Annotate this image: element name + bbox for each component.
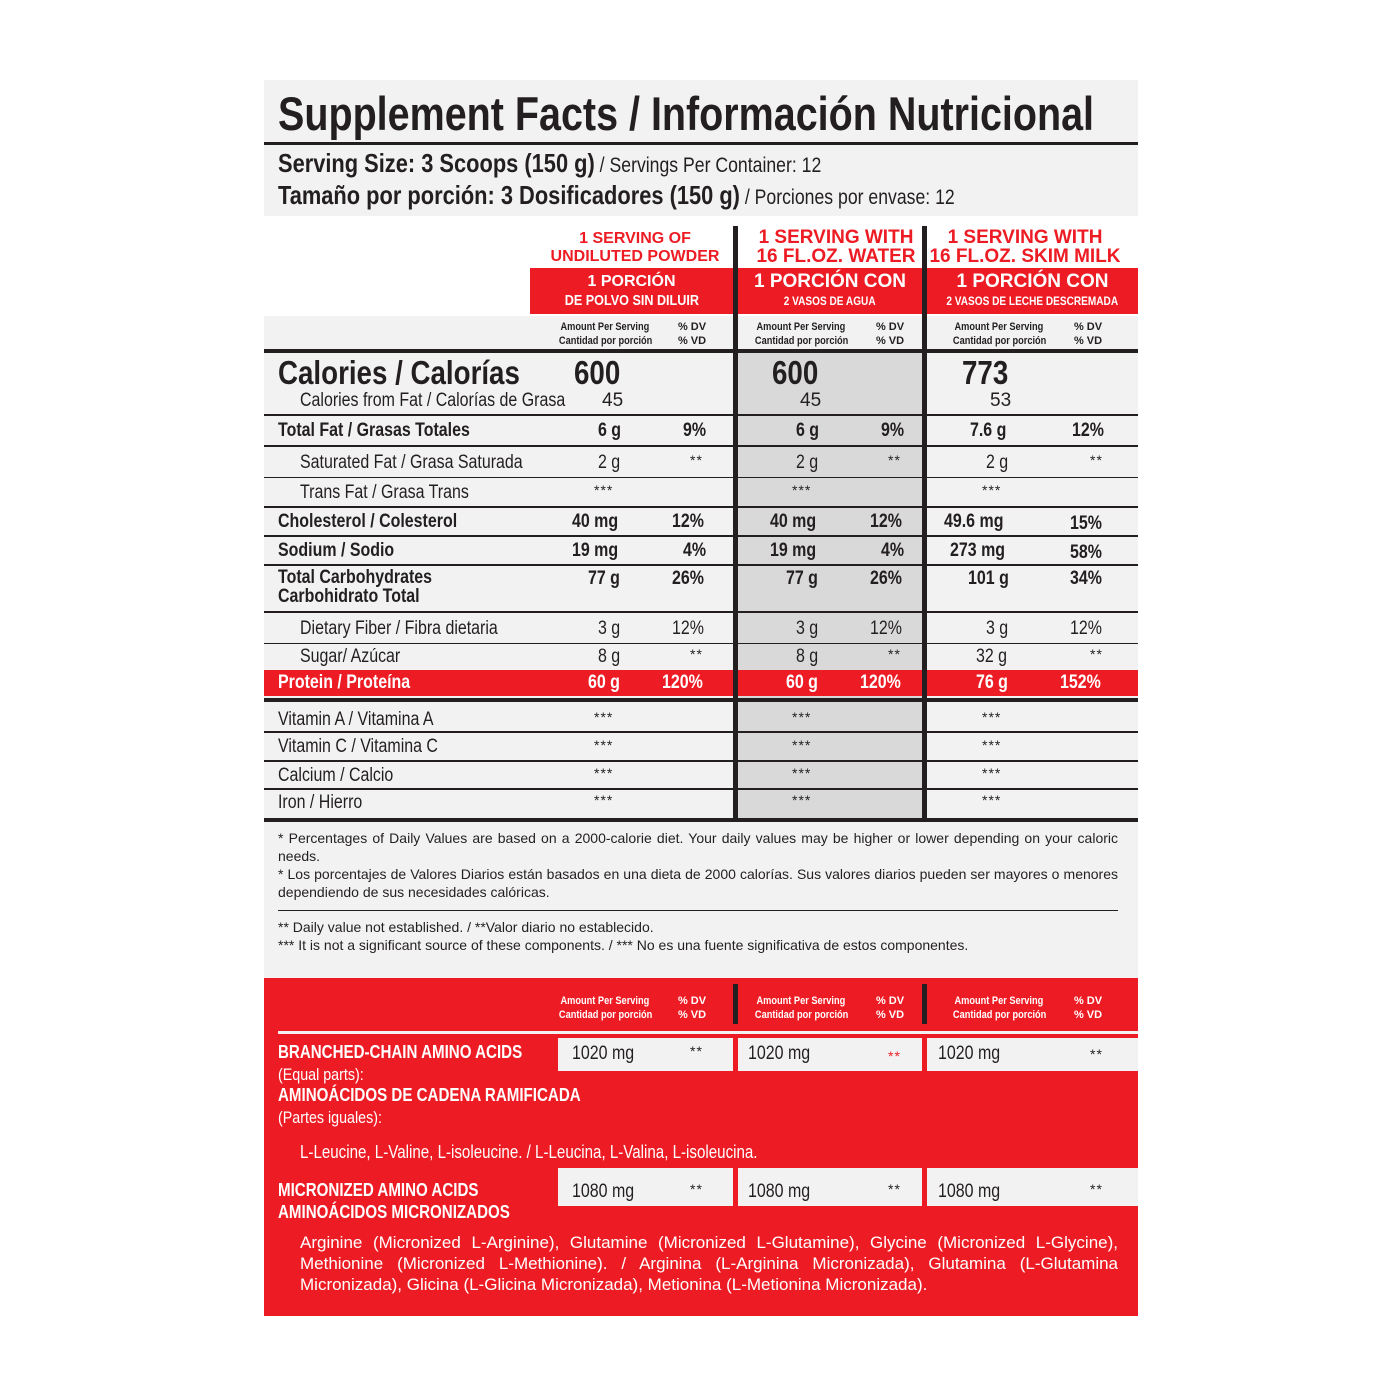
carbs-dv2: 26%: [870, 568, 902, 589]
footnote-dv-es: * Los porcentajes de Valores Diarios están basados en una dieta de 2000 calorías. Sus valores diarios pueden ser mayores o menores dependiendo de sus necesidades calóricas.: [278, 866, 1118, 900]
footnote-not-established: ** Daily value not established. / **Valor diario no establecido.: [278, 919, 654, 935]
row-divider: [264, 611, 1138, 613]
footnote-divider: [278, 910, 1118, 911]
sugar-col1: 8 g: [598, 646, 621, 667]
trans-fat-col1: ***: [594, 482, 614, 498]
sugar-dv2: **: [888, 646, 901, 662]
fiber-col1: 3 g: [598, 618, 621, 639]
sodium-col1: 19 mg: [572, 540, 619, 561]
calories-col3: 773: [962, 354, 1009, 391]
total-fat-col1: 6 g: [598, 420, 622, 441]
page-title: Supplement Facts / Información Nutricional: [278, 87, 1095, 140]
sodium-dv1: 4%: [683, 540, 707, 561]
amino-col3-dv-header: % DV % VD: [1073, 995, 1103, 1021]
calcium-col1: ***: [594, 765, 614, 781]
vitamin-a-col3: ***: [982, 709, 1002, 725]
vitamin-c-col2: ***: [792, 737, 812, 753]
amino-col2-dv-header: % DV % VD: [875, 995, 905, 1021]
cholesterol-label: Cholesterol / Colesterol: [278, 511, 458, 532]
amino-col1-amount-header: Amount Per Serving Cantidad por porción: [558, 995, 653, 1021]
bcaa-col3: 1020 mg: [938, 1043, 1001, 1064]
row-divider: [264, 414, 1138, 416]
trans-fat-label: Trans Fat / Grasa Trans: [300, 482, 469, 503]
bcaa-col2: 1020 mg: [748, 1043, 811, 1064]
protein-col2: 60 g: [786, 672, 818, 693]
sat-fat-dv3: **: [1090, 452, 1103, 468]
col2-amount-header: Amount Per Serving Cantidad por porción: [754, 321, 849, 347]
sat-fat-col1: 2 g: [598, 452, 621, 473]
col1-dv-header: % DV % VD: [677, 321, 707, 347]
sugar-dv3: **: [1090, 646, 1103, 662]
row-divider: [264, 760, 1138, 762]
calcium-col3: ***: [982, 765, 1002, 781]
sat-fat-dv1: **: [690, 452, 703, 468]
serving-size-es: Tamaño por porción: 3 Dosificadores (150 g) / Porciones por envase: 12: [278, 180, 955, 210]
iron-label: Iron / Hierro: [278, 792, 363, 813]
row-divider: [264, 445, 1138, 447]
amino-divider-2: [922, 984, 927, 1024]
sugar-col2: 8 g: [796, 646, 819, 667]
fiber-dv3: 12%: [1070, 618, 1102, 639]
amino-header-divider: [278, 1031, 1138, 1034]
amino-col2-amount-header: Amount Per Serving Cantidad por porción: [754, 995, 849, 1021]
sat-fat-label: Saturated Fat / Grasa Saturada: [300, 452, 523, 473]
trans-fat-col3: ***: [982, 482, 1002, 498]
carbs-col3: 101 g: [968, 568, 1009, 589]
protein-dv2: 120%: [860, 672, 901, 693]
vitamin-c-col3: ***: [982, 737, 1002, 753]
trans-fat-col2: ***: [792, 482, 812, 498]
micronized-sep-2: [922, 1168, 927, 1206]
total-fat-col3: 7.6 g: [970, 420, 1007, 441]
micronized-col1: 1080 mg: [572, 1181, 635, 1202]
row-divider: [264, 643, 1138, 644]
amino-divider-1: [733, 984, 738, 1024]
col1-amount-header: Amount Per Serving Cantidad por porción: [558, 321, 653, 347]
calcium-label: Calcium / Calcio: [278, 765, 394, 786]
row-divider: [264, 788, 1138, 790]
protein-dv1: 120%: [662, 672, 703, 693]
bcaa-ingredients: L-Leucine, L-Valine, L-isoleucine. / L-Leucina, L-Valina, L-isoleucina.: [300, 1142, 758, 1162]
vitamin-a-label: Vitamin A / Vitamina A: [278, 709, 434, 730]
cholesterol-dv3: 15%: [1070, 513, 1102, 534]
sugar-dv1: **: [690, 646, 703, 662]
total-fat-dv1: 9%: [683, 420, 707, 441]
col1-header-en: 1 SERVING OF UNDILUTED POWDER: [550, 230, 720, 265]
vitamin-a-col2: ***: [792, 709, 812, 725]
protein-col3: 76 g: [976, 672, 1008, 693]
bcaa-sub-es: (Partes iguales):: [278, 1108, 382, 1127]
micronized-dv1: **: [690, 1181, 703, 1197]
fiber-col3: 3 g: [986, 618, 1009, 639]
fiber-col2: 3 g: [796, 618, 819, 639]
calcium-col2: ***: [792, 765, 812, 781]
calories-fat-col2: 45: [800, 390, 822, 411]
total-fat-col2: 6 g: [796, 420, 820, 441]
col2-header-en: 1 SERVING WITH 16 FL.OZ. WATER: [756, 227, 916, 267]
row-divider: [264, 698, 1138, 702]
total-fat-dv2: 9%: [881, 420, 905, 441]
col3-header-es: 1 PORCIÓN CON 2 VASOS DE LECHE DESCREMADA: [927, 268, 1138, 314]
bcaa-sub-en: (Equal parts):: [278, 1065, 364, 1084]
total-fat-dv3: 12%: [1072, 420, 1104, 441]
bcaa-dv3: **: [1090, 1046, 1103, 1062]
cholesterol-col1: 40 mg: [572, 511, 619, 532]
cholesterol-dv1: 12%: [672, 511, 704, 532]
micronized-title-en: MICRONIZED AMINO ACIDS: [278, 1180, 479, 1200]
vitamin-c-label: Vitamin C / Vitamina C: [278, 736, 438, 757]
iron-col3: ***: [982, 792, 1002, 808]
calories-col2: 600: [772, 354, 819, 391]
micronized-dv3: **: [1090, 1181, 1103, 1197]
micronized-sep-1: [733, 1168, 738, 1206]
calories-label: Calories / Calorías: [278, 354, 520, 391]
cholesterol-col2: 40 mg: [770, 511, 817, 532]
cholesterol-dv2: 12%: [870, 511, 902, 532]
carbs-dv3: 34%: [1070, 568, 1102, 589]
amino-col1-dv-header: % DV % VD: [677, 995, 707, 1021]
calories-fat-col1: 45: [602, 390, 624, 411]
bcaa-col1: 1020 mg: [572, 1043, 635, 1064]
bcaa-dv1: **: [690, 1043, 703, 1059]
bcaa-dv2: **: [888, 1048, 901, 1064]
footnote-dv-en: * Percentages of Daily Values are based on a 2000-calorie diet. Your daily values may be higher or lower depending on your caloric needs.: [278, 830, 1118, 864]
protein-label: Protein / Proteína: [278, 672, 411, 693]
sugar-label: Sugar/ Azúcar: [300, 646, 401, 667]
row-divider: [264, 818, 1138, 822]
carbs-col2: 77 g: [786, 568, 818, 589]
sodium-dv3: 58%: [1070, 542, 1102, 563]
sat-fat-col2: 2 g: [796, 452, 819, 473]
sat-fat-dv2: **: [888, 452, 901, 468]
sodium-col2: 19 mg: [770, 540, 817, 561]
micronized-col3: 1080 mg: [938, 1181, 1001, 1202]
micronized-ingredients: Arginine (Micronized L-Arginine), Glutamine (Micronized L-Glutamine), Glycine (Micronized L-Glycine), Methionine (Micronized L-Methionine). / Arginina (L-Arginina Micronizada), Glutamina (L-Glutamina Micronizada), Glicina (L-Glicina Micronizada), Metionina (L-Metionina Micronizada).: [300, 1233, 1118, 1294]
col3-header-en: 1 SERVING WITH 16 FL.OZ. SKIM MILK: [929, 227, 1121, 267]
col1-header-es: 1 PORCIÓN DE POLVO SIN DILUIR: [530, 268, 733, 314]
total-fat-label: Total Fat / Grasas Totales: [278, 420, 470, 441]
iron-col2: ***: [792, 792, 812, 808]
calories-col1: 600: [574, 354, 621, 391]
vitamin-a-col1: ***: [594, 709, 614, 725]
fiber-dv1: 12%: [672, 618, 704, 639]
protein-col1: 60 g: [588, 672, 620, 693]
bcaa-title-es: AMINOÁCIDOS DE CADENA RAMIFICADA: [278, 1085, 581, 1105]
row-divider: [264, 506, 1138, 508]
row-divider: [264, 477, 1138, 478]
serving-size-en: Serving Size: 3 Scoops (150 g) / Servings Per Container: 12: [278, 148, 822, 178]
carbs-col1: 77 g: [588, 568, 620, 589]
sat-fat-col3: 2 g: [986, 452, 1009, 473]
sodium-dv2: 4%: [881, 540, 905, 561]
sodium-col3: 273 mg: [950, 540, 1006, 561]
col2-header-es: 1 PORCIÓN CON 2 VASOS DE AGUA: [738, 268, 922, 314]
sodium-label: Sodium / Sodio: [278, 540, 395, 561]
cholesterol-col3: 49.6 mg: [944, 511, 1004, 532]
calories-fat-label: Calories from Fat / Calorías de Grasa: [300, 390, 566, 411]
carbs-dv1: 26%: [672, 568, 704, 589]
vitamin-c-col1: ***: [594, 737, 614, 753]
header-divider: [264, 349, 1138, 353]
title-divider: [264, 142, 1138, 145]
footnote-not-significant: *** It is not a significant source of these components. / *** No es una fuente significativa de estos componentes.: [278, 937, 969, 953]
col3-amount-header: Amount Per Serving Cantidad por porción: [952, 321, 1047, 347]
col2-dv-header: % DV % VD: [875, 321, 905, 347]
micronized-title-es: AMINOÁCIDOS MICRONIZADOS: [278, 1202, 510, 1222]
amino-col3-amount-header: Amount Per Serving Cantidad por porción: [952, 995, 1047, 1021]
row-divider: [264, 731, 1138, 733]
col3-dv-header: % DV % VD: [1073, 321, 1103, 347]
sugar-col3: 32 g: [976, 646, 1008, 667]
calories-fat-col3: 53: [990, 390, 1012, 411]
iron-col1: ***: [594, 792, 614, 808]
protein-dv3: 152%: [1060, 672, 1101, 693]
fiber-dv2: 12%: [870, 618, 902, 639]
row-divider: [264, 564, 1138, 566]
row-divider: [264, 535, 1138, 537]
micronized-col2: 1080 mg: [748, 1181, 811, 1202]
micronized-dv2: **: [888, 1181, 901, 1197]
bcaa-title-en: BRANCHED-CHAIN AMINO ACIDS: [278, 1042, 523, 1062]
fiber-label: Dietary Fiber / Fibra dietaria: [300, 618, 498, 639]
carbs-label: Total Carbohydrates Carbohidrato Total: [278, 567, 433, 607]
